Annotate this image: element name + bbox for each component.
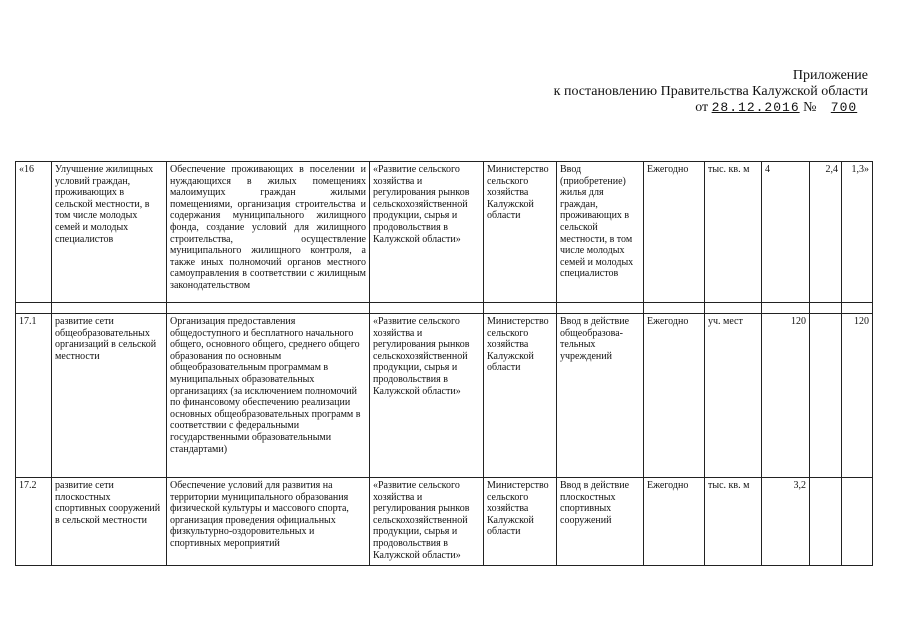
row-value-3: 1,3» bbox=[842, 162, 873, 303]
table-row bbox=[16, 314, 873, 478]
row-program: «Развитие сельского хозяйства и регулирования рынков сельскохозяйственной продукции, сырья и продовольствия в Калужской области» bbox=[370, 314, 484, 478]
row-value-2 bbox=[810, 314, 842, 478]
number-prefix: № bbox=[803, 100, 817, 115]
row-indicator: Ввод в действие общеобразова-тельных учреждений bbox=[557, 314, 644, 478]
row-program: «Развитие сельского хозяйства и регулирования рынков сельскохозяйственной продукции, сырья и продовольствия в Калужской области» bbox=[370, 162, 484, 303]
row-indicator: Ввод в действие плоскостных спортивных сооружений bbox=[557, 478, 644, 566]
row-frequency: Ежегодно bbox=[644, 162, 705, 303]
header-date-line bbox=[554, 100, 868, 116]
row-id: «16 bbox=[16, 162, 52, 303]
row-value-1: 3,2 bbox=[762, 478, 810, 566]
row-value-2: 2,4 bbox=[810, 162, 842, 303]
row-name: развитие сети общеобразовательных организаций в сельской местности bbox=[52, 314, 167, 478]
row-value-3 bbox=[842, 478, 873, 566]
row-description: Организация предоставления общедоступного и бесплатного начального общего, основного общего, среднего общего образования по основным общеобразовательным программам в муниципальных образовательных организациях (за исключением полномочий по финансовому обеспечению реализации основных общеобразовательных программ в соответствии с федеральными государственными образовательными стандартами) bbox=[167, 314, 370, 478]
row-ministry: Министерство сельского хозяйства Калужской области bbox=[484, 162, 557, 303]
row-ministry: Министерство сельского хозяйства Калужской области bbox=[484, 478, 557, 566]
document-header bbox=[554, 68, 868, 116]
row-ministry: Министерство сельского хозяйства Калужской области bbox=[484, 314, 557, 478]
row-program: «Развитие сельского хозяйства и регулирования рынков сельскохозяйственной продукции, сырья и продовольствия в Калужской области» bbox=[370, 478, 484, 566]
row-name: развитие сети плоскостных спортивных сооружений в сельской местности bbox=[52, 478, 167, 566]
header-title: Приложение bbox=[792, 68, 868, 83]
row-value-3: 120 bbox=[842, 314, 873, 478]
row-name: Улучшение жилищных условий граждан, проживающих в сельской местности, в том числе молодых семей и молодых специалистов bbox=[52, 162, 167, 303]
row-indicator: Ввод (приобретение) жилья для граждан, проживающих в сельской местности, в том числе молодых семей и молодых специалистов bbox=[557, 162, 644, 303]
row-value-1: 4 bbox=[762, 162, 810, 303]
row-description: Обеспечение условий для развития на территории муниципального образования физической культуры и массового спорта, организация проведения официальных физкультурно-оздоровительных и спортивных мероприятий bbox=[167, 478, 370, 566]
table-spacer-row bbox=[16, 303, 873, 314]
row-frequency: Ежегодно bbox=[644, 478, 705, 566]
resolution-date: 28.12.2016 bbox=[711, 100, 800, 115]
row-value-2 bbox=[810, 478, 842, 566]
row-frequency: Ежегодно bbox=[644, 314, 705, 478]
date-prefix: от bbox=[695, 100, 709, 115]
resolution-number: 700 bbox=[830, 100, 858, 115]
row-value-1: 120 bbox=[762, 314, 810, 478]
table-row bbox=[16, 162, 873, 303]
row-id: 17.2 bbox=[16, 478, 52, 566]
table-row bbox=[16, 478, 873, 566]
row-unit: тыс. кв. м bbox=[705, 478, 762, 566]
indicators-table bbox=[15, 161, 873, 566]
row-unit: тыс. кв. м bbox=[705, 162, 762, 303]
row-unit: уч. мест bbox=[705, 314, 762, 478]
row-description: Обеспечение проживающих в поселении и нуждающихся в жилых помещениях малоимущих граждан жилыми помещениями, организация строительства и содержания муниципального жилищного фонда, создание условий для жилищного строительства, осуществление муниципального жилищного контроля, а также иных полномочий органов местного самоуправления в соответствии с жилищным законодательством bbox=[167, 162, 370, 303]
row-id: 17.1 bbox=[16, 314, 52, 478]
header-subtitle: к постановлению Правительства Калужской области bbox=[553, 84, 868, 99]
